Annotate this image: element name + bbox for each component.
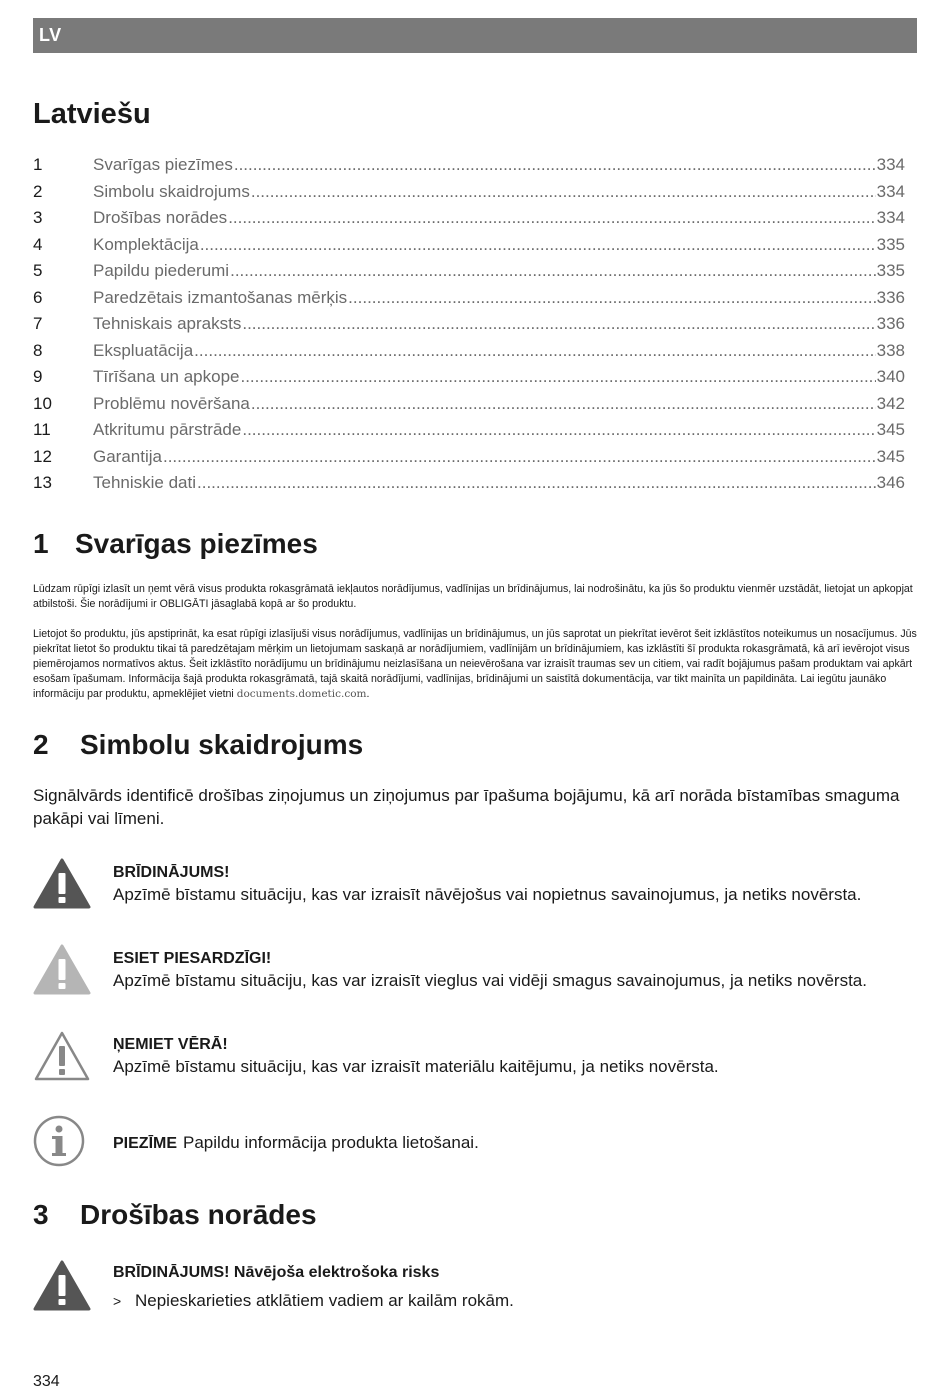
toc-number: 13 bbox=[33, 473, 52, 492]
toc-page-number: 336 bbox=[876, 287, 905, 307]
warning-triangle-icon bbox=[33, 858, 91, 910]
toc-row[interactable] bbox=[33, 367, 905, 394]
note-description: Papildu informācija produkta lietošanai. bbox=[183, 1133, 479, 1152]
toc-title: Problēmu novēršana bbox=[93, 393, 250, 413]
section-title: Svarīgas piezīmes bbox=[75, 528, 318, 559]
warning-triangle-icon bbox=[33, 1260, 91, 1312]
warning-description: Apzīmē bīstamu situāciju, kas var izraisīt nāvējošus vai nopietnus savainojumus, ja netiks novērsta. bbox=[113, 885, 862, 904]
toc-title: Garantija bbox=[93, 446, 162, 466]
toc-leader-dots bbox=[251, 394, 876, 414]
caution-label: ESIET PIESARDZĪGI! bbox=[113, 950, 272, 967]
section-1-paragraph-1: Lūdzam rūpīgi izlasīt un ņemt vērā visus produkta rokasgrāmatā iekļautos norādījumus, vadlīnijas un brīdinājumus, lai nodrošinātu, ka jūs šo produktu vienmēr uzstādāt, lietojat un apkopjat atbilstoši. Šie norādījumi ir OBLIGĀTI jāsaglabā kopā ar šo produktu. bbox=[33, 583, 913, 610]
notice-triangle-icon bbox=[33, 1030, 91, 1082]
paragraph-text: Lietojot šo produktu, jūs apstiprināt, ka esat rūpīgi izlasījuši visus norādījumus, vadlīnijas un brīdinājumus, un jūs saprotat un piekrītat ievērot šeit izklāstītos noteikumus un nosacījumus. Jūs piekrītat lietot šo produktu tikai tā paredzētajam mērķim un lietojumam saskaņā ar norādījumiem, vadlīnijām un brīdinājumiem, kas izklāstīti šī produkta rokasgrāmatā, kā arī ievērojot visus piemērojamos normatīvos aktus. Šeit izklāstīto norādījumu un brīdinājumu neizlasīšana un neievērošana var izraisīt traumas sev un citiem, vai radīt bojājumus pašam produktam vai apkārt esošam īpašumam. Informācija šajā produkta rokasgrāmatā, tajā skaitā norādījumi, vadlīnijas, brīdinājumi un saistītā dokumentācija, var tikt mainīta un papildināta. Lai iegūtu jaunāko informāciju par produktu, apmeklējiet vietni bbox=[33, 628, 917, 700]
toc-title: Tehniskie dati bbox=[93, 473, 197, 492]
bullet-marker: > bbox=[113, 1293, 122, 1309]
warning-label: BRĪDINĀJUMS! bbox=[113, 864, 230, 881]
toc-number: 5 bbox=[33, 261, 43, 280]
toc-leader-dots bbox=[251, 182, 876, 202]
toc-page-number: 334 bbox=[876, 155, 905, 174]
toc-heading: Latviešu bbox=[33, 98, 151, 130]
warning-symbol-row bbox=[33, 858, 917, 914]
toc-page-number: 345 bbox=[876, 420, 905, 439]
toc-page-number: 334 bbox=[876, 208, 905, 227]
info-circle-icon bbox=[33, 1115, 85, 1167]
toc-page-number: 340 bbox=[876, 367, 905, 386]
toc-number: 6 bbox=[33, 287, 43, 307]
toc-number: 11 bbox=[33, 420, 51, 439]
toc-page-number: 336 bbox=[876, 314, 905, 333]
section-1-paragraph-2 bbox=[33, 627, 917, 702]
toc-title: Simbolu skaidrojums bbox=[93, 181, 250, 201]
toc-row[interactable] bbox=[33, 288, 905, 315]
section-2-intro: Signālvārds identificē drošības ziņojumus un ziņojumus par īpašuma bojājumu, kā arī norāda bīstamības smaguma pakāpi vai līmeni. bbox=[33, 786, 900, 828]
caution-symbol-row bbox=[33, 944, 917, 1000]
toc-row[interactable] bbox=[33, 155, 905, 182]
toc-page-number: 335 bbox=[876, 234, 905, 254]
caution-description: Apzīmē bīstamu situāciju, kas var izraisīt vieglus vai vidēji smagus savainojumus, ja netiks novērsta. bbox=[113, 971, 867, 990]
language-bar bbox=[33, 18, 917, 53]
website-link[interactable]: documents.dometic.com bbox=[236, 688, 367, 700]
toc-page-number: 346 bbox=[876, 473, 905, 492]
notice-description: Apzīmē bīstamu situāciju, kas var izraisīt materiālu kaitējumu, ja netiks novērsta. bbox=[113, 1057, 719, 1076]
toc-leader-dots bbox=[197, 473, 876, 493]
warning-list-item bbox=[113, 1291, 514, 1311]
toc-title: Ekspluatācija bbox=[93, 340, 194, 360]
notice-symbol-row bbox=[33, 1030, 917, 1086]
toc-page-number: 342 bbox=[876, 393, 905, 413]
toc-title: Papildu piederumi bbox=[93, 261, 230, 280]
toc-title: Tīrīšana un apkope bbox=[93, 367, 240, 386]
section-number: 1 bbox=[33, 528, 49, 559]
toc-leader-dots bbox=[200, 235, 876, 255]
toc-number: 4 bbox=[33, 234, 43, 254]
section-title: Drošības norādes bbox=[80, 1199, 317, 1230]
warning-title: BRĪDINĀJUMS! Nāvējoša elektrošoka risks bbox=[113, 1264, 440, 1281]
toc-leader-dots bbox=[228, 208, 875, 228]
toc-leader-dots bbox=[194, 341, 875, 361]
language-code: LV bbox=[39, 25, 62, 45]
toc-page-number: 335 bbox=[876, 261, 905, 280]
toc-leader-dots bbox=[234, 155, 876, 175]
toc-row[interactable] bbox=[33, 208, 905, 235]
toc-title: Komplektācija bbox=[93, 234, 199, 254]
toc-leader-dots bbox=[242, 420, 875, 440]
toc-row[interactable] bbox=[33, 420, 905, 447]
toc-leader-dots bbox=[348, 288, 875, 308]
toc-title: Tehniskais apraksts bbox=[93, 314, 242, 333]
paragraph-end: . bbox=[366, 688, 370, 700]
toc-row[interactable] bbox=[33, 182, 905, 209]
toc-row[interactable] bbox=[33, 341, 905, 368]
section-1-heading bbox=[33, 528, 318, 560]
notice-label: ŅEMIET VĒRĀ! bbox=[113, 1036, 228, 1053]
toc-number: 9 bbox=[33, 367, 43, 386]
toc-leader-dots bbox=[230, 261, 876, 281]
warning-instruction: Nepieskarieties atklātiem vadiem ar kailām rokām. bbox=[135, 1291, 514, 1310]
toc-title: Atkritumu pārstrāde bbox=[93, 420, 242, 439]
toc-title: Drošības norādes bbox=[93, 208, 228, 227]
toc-page-number: 334 bbox=[876, 181, 905, 201]
toc-title: Paredzētais izmantošanas mērķis bbox=[93, 287, 348, 307]
toc-row[interactable] bbox=[33, 394, 905, 421]
toc-leader-dots bbox=[242, 314, 875, 334]
toc-title: Svarīgas piezīmes bbox=[93, 155, 233, 174]
section-title: Simbolu skaidrojums bbox=[80, 729, 364, 760]
toc-number: 1 bbox=[33, 155, 43, 174]
toc-number: 10 bbox=[33, 393, 52, 413]
toc-row[interactable] bbox=[33, 235, 905, 262]
section-number: 3 bbox=[33, 1199, 49, 1230]
toc-number: 3 bbox=[33, 208, 43, 227]
electric-shock-warning bbox=[33, 1260, 917, 1320]
toc-leader-dots bbox=[240, 367, 875, 387]
toc-number: 7 bbox=[33, 314, 43, 333]
toc-page-number: 345 bbox=[876, 446, 905, 466]
caution-triangle-icon bbox=[33, 944, 91, 996]
toc-number: 2 bbox=[33, 181, 43, 201]
note-symbol-row bbox=[33, 1115, 917, 1171]
toc-leader-dots bbox=[163, 447, 876, 467]
section-2-heading bbox=[33, 729, 363, 761]
toc-row[interactable] bbox=[33, 261, 905, 288]
table-of-contents bbox=[33, 155, 905, 500]
toc-row[interactable] bbox=[33, 447, 905, 474]
toc-number: 8 bbox=[33, 340, 43, 360]
note-label: PIEZĪME bbox=[113, 1135, 178, 1152]
toc-row[interactable] bbox=[33, 473, 905, 500]
section-number: 2 bbox=[33, 729, 49, 760]
toc-row[interactable] bbox=[33, 314, 905, 341]
page-number: 334 bbox=[33, 1373, 60, 1390]
toc-number: 12 bbox=[33, 446, 52, 466]
toc-page-number: 338 bbox=[876, 340, 905, 360]
section-3-heading bbox=[33, 1199, 317, 1231]
